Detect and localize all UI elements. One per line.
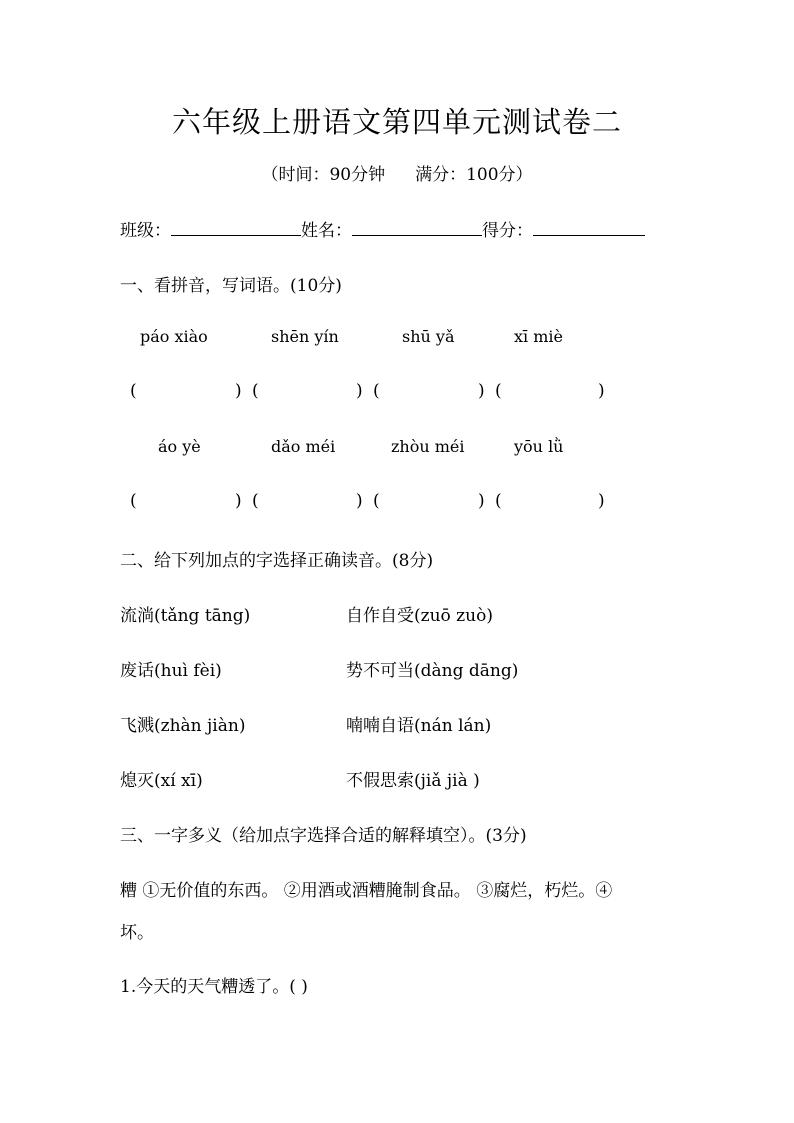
pinyin-item: páo xiào xyxy=(140,327,208,346)
reading-choice-item: 飞溅(zhàn jiàn) xyxy=(120,716,246,736)
open-paren: ( xyxy=(495,381,502,401)
pinyin-item: shū yǎ xyxy=(402,327,455,346)
open-paren: ( xyxy=(252,491,259,511)
open-paren: ( xyxy=(130,381,137,401)
score-blank[interactable] xyxy=(533,217,645,236)
pinyin-item: zhòu méi xyxy=(391,437,465,456)
open-paren: ( xyxy=(373,381,380,401)
close-paren: ) xyxy=(235,491,242,511)
page-title: 六年级上册语文第四单元测试卷二 xyxy=(171,105,622,139)
question-item: 1.今天的天气糟透了。( ) xyxy=(120,977,308,997)
open-paren: ( xyxy=(373,491,380,511)
reading-choice-item: 废话(huì fèi) xyxy=(120,661,222,681)
pinyin-item: shēn yín xyxy=(271,327,339,346)
section-3-heading: 三、一字多义（给加点字选择合适的解释填空）。(3分) xyxy=(120,826,527,846)
name-label: 姓名： xyxy=(301,221,352,241)
definition-line: 糟 ①无价值的东西。 ②用酒或酒糟腌制食品。 ③腐烂，朽烂。④ xyxy=(120,881,613,901)
close-paren: ) xyxy=(356,381,363,401)
reading-choice-item: 熄灭(xí xī) xyxy=(120,771,203,791)
pinyin-item: áo yè xyxy=(158,437,201,456)
exam-full-score: 满分：100分） xyxy=(415,165,533,185)
definition-line: 坏。 xyxy=(120,923,154,943)
exam-time: （时间：90分钟 xyxy=(261,165,386,185)
pinyin-item: yōu lǜ xyxy=(514,437,564,456)
pinyin-item: dǎo méi xyxy=(271,437,336,456)
pinyin-item: xī miè xyxy=(514,327,563,346)
close-paren: ) xyxy=(356,491,363,511)
reading-choice-item: 自作自受(zuō zuò) xyxy=(346,606,493,626)
close-paren: ) xyxy=(478,381,485,401)
student-info-line xyxy=(120,216,645,241)
open-paren: ( xyxy=(130,491,137,511)
close-paren: ) xyxy=(478,491,485,511)
close-paren: ) xyxy=(598,491,605,511)
reading-choice-item: 势不可当(dàng dāng) xyxy=(346,661,519,681)
reading-choice-item: 喃喃自语(nán lán) xyxy=(346,716,492,736)
close-paren: ) xyxy=(235,381,242,401)
reading-choice-item: 不假思索(jiǎ jià ) xyxy=(346,771,480,791)
exam-meta xyxy=(0,160,794,185)
section-2-heading: 二、给下列加点的字选择正确读音。(8分) xyxy=(120,551,434,571)
reading-choice-item: 流淌(tǎng tāng) xyxy=(120,606,251,626)
section-1-heading: 一、看拼音，写词语。(10分) xyxy=(120,276,342,296)
name-blank[interactable] xyxy=(352,217,482,236)
open-paren: ( xyxy=(495,491,502,511)
class-label: 班级： xyxy=(120,221,171,241)
score-label: 得分： xyxy=(482,221,533,241)
close-paren: ) xyxy=(598,381,605,401)
class-blank[interactable] xyxy=(171,217,301,236)
open-paren: ( xyxy=(252,381,259,401)
